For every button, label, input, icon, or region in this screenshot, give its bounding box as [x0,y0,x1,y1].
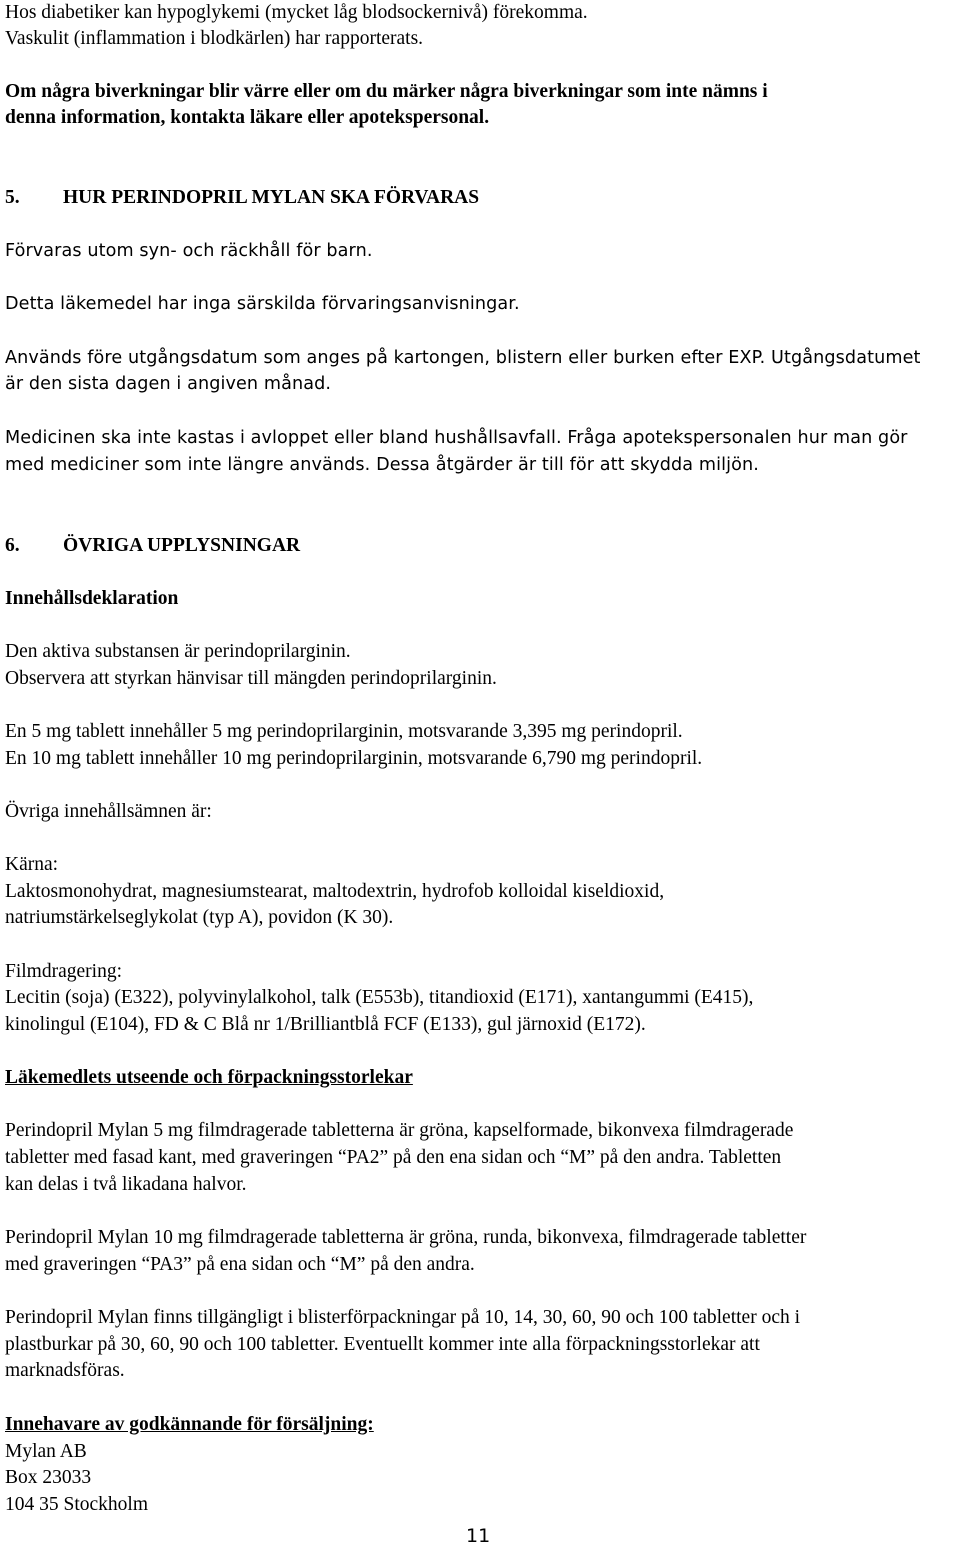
holder-name: Mylan AB [5,1441,87,1462]
contents-subheading: Innehållsdeklaration [5,588,179,609]
expiry-line2: är den sista dagen i angiven månad. [5,374,332,394]
side-effect-hypoglycemia: Hos diabetiker kan hypoglykemi (mycket låg blodsockernivå) förekomma. [5,2,588,23]
pack-sizes-line2: plastburkar på 30, 60, 90 och 100 tabletter. Eventuellt kommer inte alla förpackningsstorlekar att [5,1334,760,1355]
appearance-5mg-line3: kan delas i två likadana halvor. [5,1174,247,1195]
expiry-line1: Används före utgångsdatum som anges på kartongen, blistern eller burken efter EXP. Utgångsdatumet [5,348,921,368]
strength-10mg: En 10 mg tablett innehåller 10 mg perindoprilarginin, motsvarande 6,790 mg perindopril. [5,748,703,769]
holder-box: Box 23033 [5,1467,92,1488]
core-ingredients-line2: natriumstärkelseglykolat (typ A), povidon (K 30). [5,907,394,928]
appearance-5mg-line1: Perindopril Mylan 5 mg filmdragerade tabletterna är gröna, kapselformade, bikonvexa filmdragerade [5,1120,794,1141]
core-label: Kärna: [5,854,59,875]
side-effect-vasculitis: Vaskulit (inflammation i blodkärlen) har rapporterats. [5,28,424,49]
strength-5mg: En 5 mg tablett innehåller 5 mg perindoprilarginin, motsvarande 3,395 mg perindopril. [5,721,683,742]
appearance-10mg-line1: Perindopril Mylan 10 mg filmdragerade tabletterna är gröna, runda, bikonvexa, filmdragerade tabletter [5,1227,807,1248]
page-number: 11 [466,1525,491,1547]
active-substance-line2: Observera att styrkan hänvisar till mängden perindoprilarginin. [5,668,497,689]
pack-sizes-line3: marknadsföras. [5,1360,125,1381]
appearance-5mg-line2: tabletter med fasad kant, med graveringen “PA2” på den ena sidan och “M” på den andra. Tabletten [5,1147,782,1168]
section6-heading [5,533,300,560]
appearance-10mg-line2: med graveringen “PA3” på ena sidan och “M” på den andra. [5,1254,475,1275]
disposal-line1: Medicinen ska inte kastas i avloppet eller bland hushållsavfall. Fråga apotekspersonalen hur man gör [5,428,908,448]
section5-heading [5,185,479,212]
active-substance-line1: Den aktiva substansen är perindoprilarginin. [5,641,351,662]
coating-label: Filmdragering: [5,961,122,982]
disposal-line2: med mediciner som inte längre används. Dessa åtgärder är till för att skydda miljön. [5,455,759,475]
section5-title: HUR PERINDOPRIL MYLAN SKA FÖRVARAS [63,187,480,208]
pack-sizes-line1: Perindopril Mylan finns tillgängligt i blisterförpackningar på 10, 14, 30, 60, 90 och 100 tabletter och i [5,1307,801,1328]
holder-city: 104 35 Stockholm [5,1494,149,1515]
section6-number: 6. [5,535,20,556]
core-ingredients-line1: Laktosmonohydrat, magnesiumstearat, maltodextrin, hydrofob kolloidal kiseldioxid, [5,881,665,902]
appearance-subheading: Läkemedlets utseende och förpackningsstorlekar [5,1067,413,1088]
section6-title: ÖVRIGA UPPLYSNINGAR [63,535,301,556]
storage-children: Förvaras utom syn- och räckhåll för barn. [5,241,373,261]
marketing-holder-heading: Innehavare av godkännande för försäljning: [5,1414,374,1435]
other-ingredients-label: Övriga innehållsämnen är: [5,801,212,822]
coating-ingredients-line1: Lecitin (soja) (E322), polyvinylalkohol, talk (E553b), titandioxid (E171), xantangummi (E415), [5,987,754,1008]
storage-conditions: Detta läkemedel har inga särskilda förvaringsanvisningar. [5,294,520,314]
section5-number: 5. [5,187,20,208]
coating-ingredients-line2: kinolingul (E104), FD & C Blå nr 1/Brilliantblå FCF (E133), gul järnoxid (E172). [5,1014,646,1035]
side-effect-warning-line2: denna information, kontakta läkare eller apotekspersonal. [5,107,490,128]
side-effect-warning-line1: Om några biverkningar blir värre eller om du märker några biverkningar som inte nämns i [5,81,768,102]
